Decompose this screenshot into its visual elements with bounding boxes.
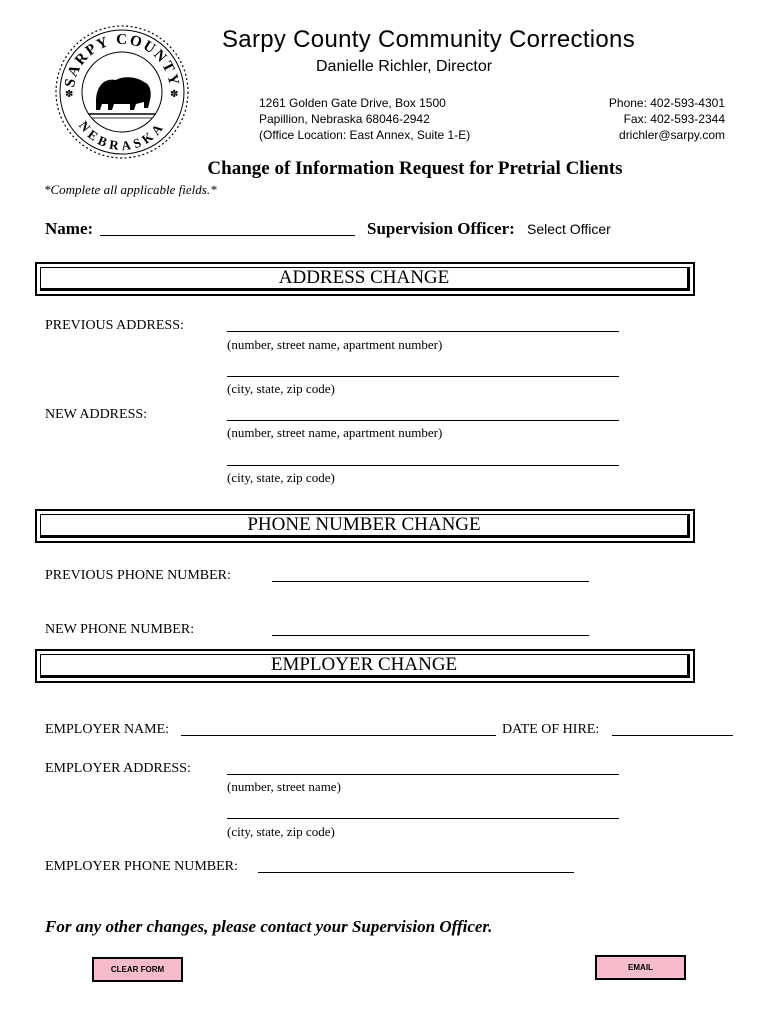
date-of-hire-label: DATE OF HIRE: bbox=[502, 722, 600, 737]
previous-address-label: PREVIOUS ADDRESS: bbox=[45, 318, 184, 333]
county-seal bbox=[52, 22, 192, 162]
phone-number: Phone: 402-593-4301 bbox=[608, 96, 725, 110]
previous-phone-label: PREVIOUS PHONE NUMBER: bbox=[45, 568, 231, 583]
contact-info bbox=[609, 95, 725, 143]
previous-address-street-hint: (number, street name, apartment number) bbox=[227, 337, 443, 352]
employer-phone-label: EMPLOYER PHONE NUMBER: bbox=[45, 859, 238, 874]
new-phone-field[interactable] bbox=[272, 635, 589, 636]
phone-change-title: PHONE NUMBER CHANGE bbox=[40, 514, 690, 538]
employer-name-label: EMPLOYER NAME: bbox=[45, 722, 170, 737]
previous-address-city-hint: (city, state, zip code) bbox=[227, 381, 335, 396]
email-address: drichler@sarpy.com bbox=[619, 128, 725, 142]
bison-icon bbox=[88, 77, 156, 118]
new-phone-label: NEW PHONE NUMBER: bbox=[45, 622, 195, 637]
name-label: Name: bbox=[45, 219, 94, 238]
employer-change-title: EMPLOYER CHANGE bbox=[40, 654, 690, 678]
employer-phone-field[interactable] bbox=[258, 872, 574, 873]
address-line-3: (Office Location: East Annex, Suite 1-E) bbox=[259, 128, 471, 142]
svg-text:✽: ✽ bbox=[65, 89, 74, 100]
office-address bbox=[259, 95, 470, 143]
svg-text:✽: ✽ bbox=[170, 89, 179, 100]
employer-name-field[interactable] bbox=[181, 735, 496, 736]
name-field[interactable] bbox=[100, 235, 355, 236]
seal-text-top: SARPY COUNTY bbox=[62, 31, 182, 89]
employer-address-city-field[interactable] bbox=[227, 818, 619, 819]
clear-form-button[interactable]: CLEAR FORM bbox=[92, 957, 183, 982]
officer-select[interactable]: Select Officer bbox=[527, 221, 611, 237]
new-address-city-hint: (city, state, zip code) bbox=[227, 470, 335, 485]
new-address-street-hint: (number, street name, apartment number) bbox=[227, 425, 443, 440]
fax-number: Fax: 402-593-2344 bbox=[623, 112, 725, 126]
address-change-banner bbox=[35, 262, 695, 296]
address-line-1: 1261 Golden Gate Drive, Box 1500 bbox=[259, 96, 446, 110]
new-address-street-field[interactable] bbox=[227, 420, 619, 421]
employer-address-street-hint: (number, street name) bbox=[227, 779, 341, 794]
address-line-2: Papillion, Nebraska 68046-2942 bbox=[259, 112, 430, 126]
phone-change-banner bbox=[35, 509, 695, 543]
seal-text-bottom: NEBRASKA bbox=[76, 118, 168, 154]
previous-address-street-field[interactable] bbox=[227, 331, 619, 332]
director-name: Danielle Richler, Director bbox=[316, 58, 493, 75]
previous-phone-field[interactable] bbox=[272, 581, 589, 582]
previous-address-city-field[interactable] bbox=[227, 376, 619, 377]
svg-text:NEBRASKA bbox=[76, 118, 168, 153]
instructions: *Complete all applicable fields.* bbox=[44, 182, 217, 197]
date-of-hire-field[interactable] bbox=[612, 735, 733, 736]
form-title: Change of Information Request for Pretrial Clients bbox=[207, 158, 623, 179]
email-button[interactable]: EMAIL bbox=[595, 955, 686, 980]
new-address-label: NEW ADDRESS: bbox=[45, 407, 148, 422]
employer-address-label: EMPLOYER ADDRESS: bbox=[45, 761, 191, 776]
contact-officer-note: For any other changes, please contact your Supervision Officer. bbox=[45, 917, 493, 936]
employer-change-banner bbox=[35, 649, 695, 683]
supervision-officer-label: Supervision Officer: bbox=[367, 219, 515, 238]
employer-address-city-hint: (city, state, zip code) bbox=[227, 824, 335, 839]
org-title: Sarpy County Community Corrections bbox=[222, 26, 636, 53]
employer-address-street-field[interactable] bbox=[227, 774, 619, 775]
new-address-city-field[interactable] bbox=[227, 465, 619, 466]
address-change-title: ADDRESS CHANGE bbox=[40, 267, 690, 291]
